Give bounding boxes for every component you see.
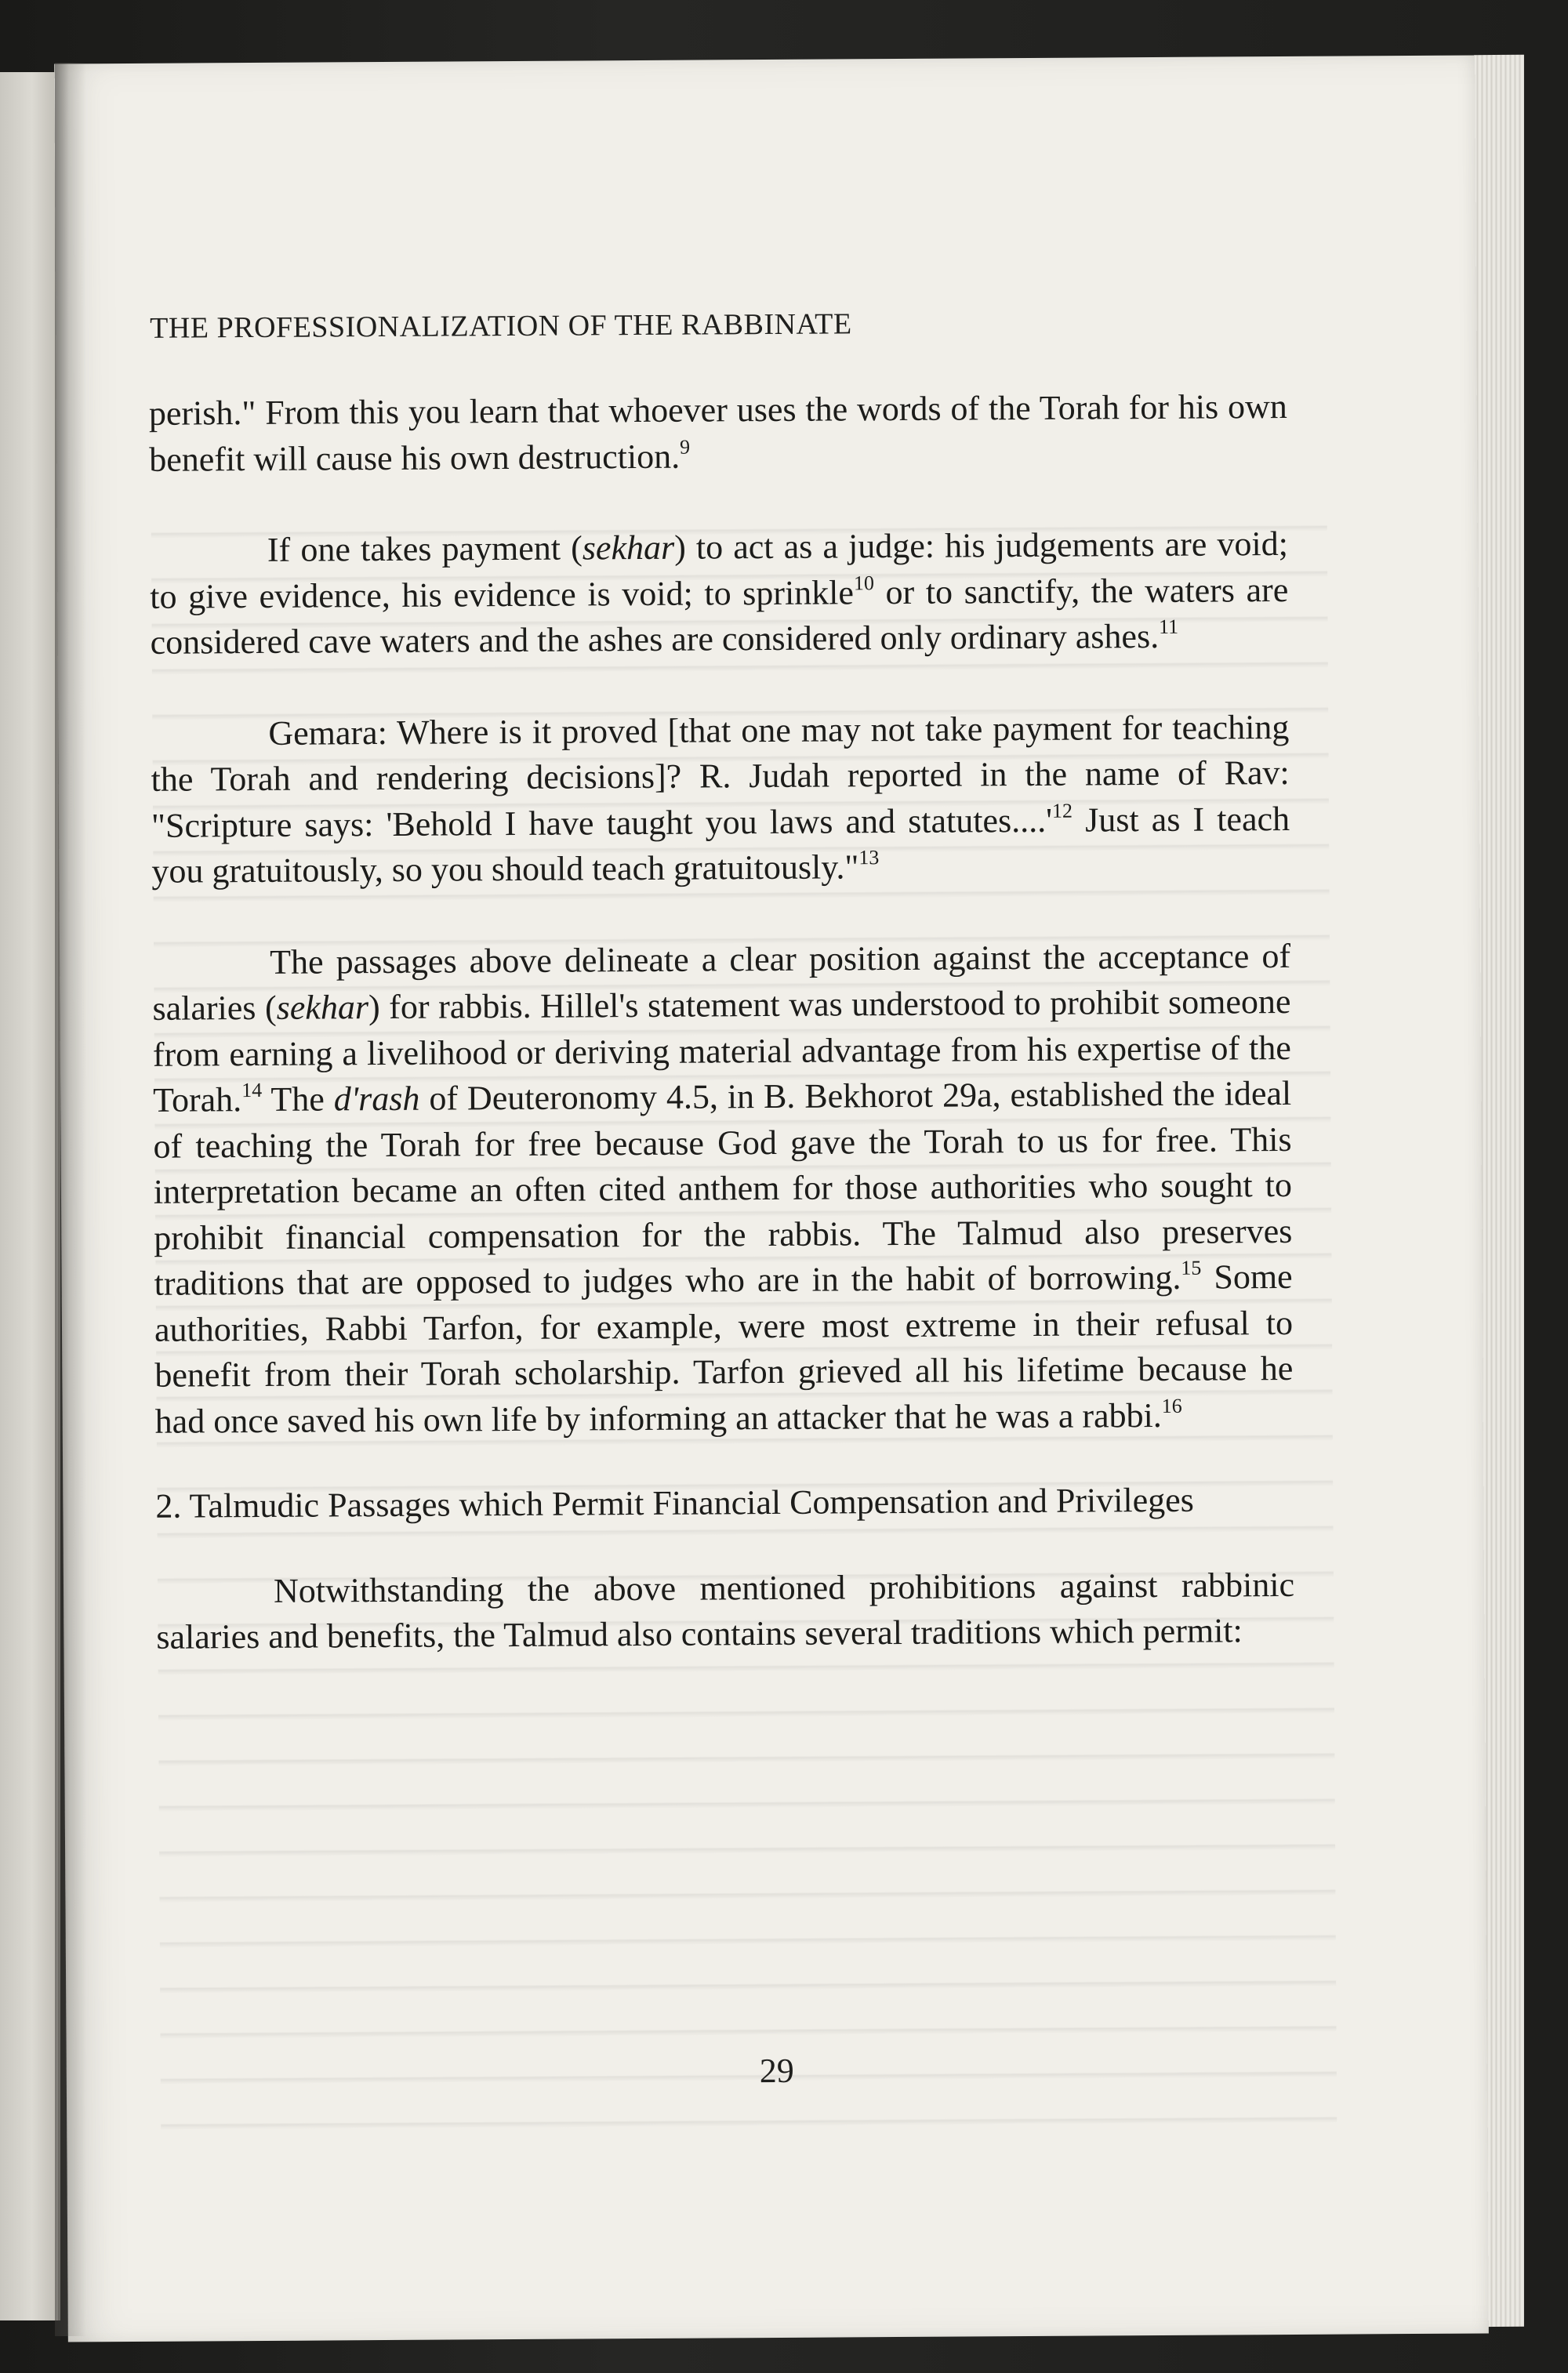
footnote-ref: 10 bbox=[853, 571, 874, 594]
paragraph-text: Some authorities, Rabbi Tarfon, for example, were most extreme in their refusal to benefit from their Torah scholarship. Tarfon grieved all his lifetime because he had once saved his own life by informing an attacker that he was a rabbi. bbox=[154, 1257, 1294, 1441]
paragraph-gap bbox=[149, 476, 1287, 528]
paragraph-gap bbox=[152, 887, 1290, 940]
italic-term: sekhar bbox=[582, 528, 675, 568]
running-head: THE PROFESSIONALIZATION OF THE RABBINATE bbox=[150, 307, 852, 345]
paragraph-gemara bbox=[151, 704, 1290, 894]
paragraph-quote-end bbox=[149, 384, 1288, 483]
page-number: 29 bbox=[759, 2051, 794, 2091]
paragraph-discussion bbox=[152, 933, 1294, 1444]
paragraph-text: The passages above delineate a clear position against the acceptance of salaries ( bbox=[152, 936, 1291, 1028]
paragraph-text: perish." From this you learn that whoever uses the words of the Torah for his own benefit will cause his own destruction. bbox=[148, 386, 1287, 479]
body-text bbox=[149, 384, 1295, 1660]
section-heading: 2. Talmudic Passages which Permit Financial Compensation and Privileges bbox=[155, 1480, 1194, 1526]
paragraph-text: Gemara: Where is it proved [that one may not take payment for teaching the Torah and rendering decisions]? R. Judah reported in the name of Rav: "Scripture says: 'Behold I have taught you laws and statutes....' bbox=[151, 707, 1290, 845]
facing-page-edge bbox=[0, 72, 60, 2320]
footnote-ref: 14 bbox=[241, 1078, 263, 1102]
paragraph-transition: Notwithstanding the above mentioned prohibitions against rabbinic salaries and benefits, the Talmud also contains several traditions which permit: bbox=[156, 1565, 1295, 1656]
footnote-ref: 13 bbox=[858, 846, 880, 869]
paragraph-mishnah bbox=[150, 521, 1289, 666]
paragraph-text: If one takes payment ( bbox=[267, 528, 583, 569]
paragraph-gap bbox=[151, 659, 1289, 711]
paragraph-text: The bbox=[262, 1079, 334, 1119]
footnote-ref: 12 bbox=[1051, 799, 1073, 822]
book-gutter-shadow bbox=[55, 63, 86, 2336]
footnote-ref: 11 bbox=[1158, 615, 1179, 638]
book-page bbox=[54, 55, 1489, 2342]
italic-term: d'rash bbox=[333, 1079, 420, 1119]
paragraph-gap bbox=[156, 1522, 1294, 1569]
italic-term: sekhar bbox=[276, 988, 369, 1027]
footnote-ref: 15 bbox=[1181, 1256, 1202, 1279]
footnote-ref: 9 bbox=[680, 435, 691, 459]
footnote-ref: 16 bbox=[1161, 1394, 1182, 1417]
paragraph-text: ) to act as a judge: his judgements are void; to give evidence, his evidence is void; to sprinkle bbox=[150, 524, 1289, 616]
paragraph-text: or to sanctify, the waters are considered cave waters and the ashes are considered only ordinary ashes. bbox=[150, 570, 1289, 662]
paragraph-text: of Deuteronomy 4.5, in B. Bekhorot 29a, established the ideal of teaching the Torah for free because God gave the Torah to us for free. This interpretation became an often cited anthem for those authorities who sought to prohibit financial compensation for the rabbis. The Talmud also preserves traditions that are opposed to judges who are in the habit of borrowing. bbox=[153, 1073, 1293, 1303]
paragraph-gap bbox=[155, 1438, 1294, 1484]
paragraph-text: Just as I teach you gratuitously, so you should teach gratuitously." bbox=[151, 799, 1290, 891]
paragraph-text: ) for rabbis. Hillel's statement was understood to prohibit someone from earning a livelihood or deriving material advantage from his expertise of the Torah. bbox=[152, 981, 1291, 1119]
